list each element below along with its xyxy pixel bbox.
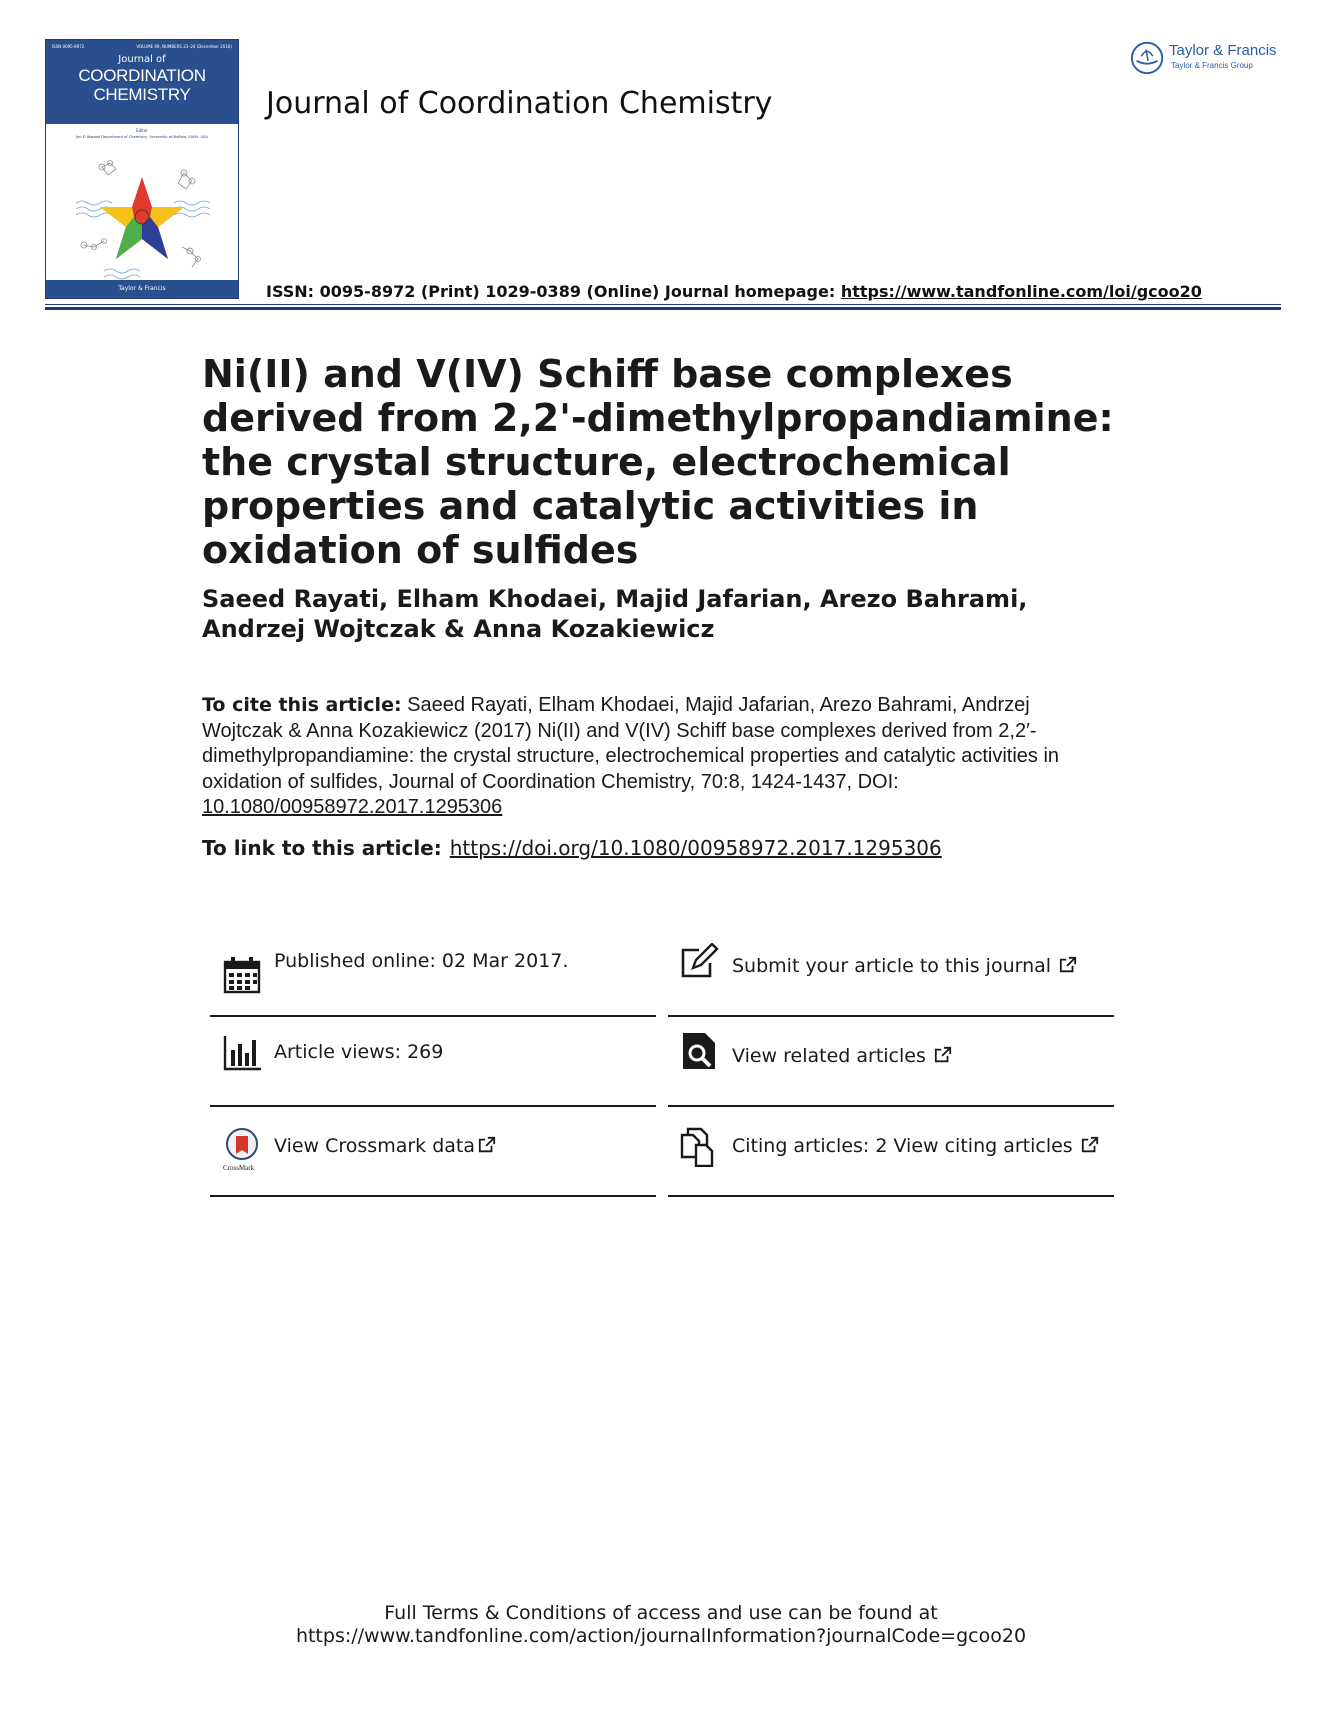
calendar-icon	[222, 955, 262, 995]
crossmark-label: View Crossmark data	[274, 1135, 476, 1157]
cover-star-illustration	[74, 155, 212, 285]
crossmark-cell[interactable]	[210, 1107, 656, 1197]
article-views-cell	[210, 1017, 656, 1107]
cover-top-line	[52, 44, 232, 49]
published-online-cell	[210, 927, 656, 1017]
journal-cover-image[interactable]	[45, 39, 239, 299]
cover-editor	[46, 128, 238, 140]
submit-article-link[interactable]	[732, 955, 1077, 977]
related-articles-link[interactable]	[732, 1045, 952, 1067]
cover-title	[46, 66, 238, 104]
submit-article-cell[interactable]	[668, 927, 1114, 1017]
citing-articles-cell[interactable]	[668, 1107, 1114, 1197]
crossmark-link[interactable]	[274, 1135, 496, 1157]
cell-divider	[668, 1195, 1114, 1197]
citing-articles-label: Citing articles: 2 View citing articles	[732, 1135, 1073, 1157]
citation-text: Saeed Rayati, Elham Khodaei, Majid Jafarian, Arezo Bahrami, Andrzej Wojtczak & Anna Kozakiewicz (2017) Ni(II) and V(IV) Schiff base complexes derived from 2,2′-dimethylpropandiamine: the crystal structure, electrochemical properties and catalytic activities in oxidation of sulfides, Journal of Coordination Chemistry, 70:8, 1424-1437, DOI:	[202, 694, 1060, 793]
issn-text: ISSN: 0095-8972 (Print) 1029-0389 (Online) Journal homepage:	[266, 282, 841, 301]
crossmark-icon	[222, 1127, 262, 1167]
article-title: Ni(II) and V(IV) Schiff base complexes derived from 2,2'-dimethylpropandiamine: the crystal structure, electrochemical properties and catalytic activities in oxidation of sulfides	[202, 352, 1114, 572]
header-divider	[45, 307, 1281, 310]
external-link-icon	[934, 1046, 952, 1064]
cell-divider	[210, 1195, 656, 1197]
edit-icon	[680, 943, 720, 983]
citation-block	[202, 693, 1082, 821]
external-link-icon	[1081, 1136, 1099, 1154]
footer-terms-link[interactable]: https://www.tandfonline.com/action/journalInformation?journalCode=gcoo20	[295, 1625, 1027, 1647]
cover-issn: ISSN 0095-8972	[52, 44, 85, 49]
publisher-group: Taylor & Francis Group	[1171, 61, 1253, 70]
header-divider-thin	[45, 304, 1281, 305]
citation-label: To cite this article:	[202, 694, 402, 716]
published-online-text: Published online: 02 Mar 2017.	[274, 950, 569, 972]
cover-editor-label: Editor	[136, 128, 148, 133]
issn-line	[266, 282, 1202, 301]
external-link-icon	[1059, 956, 1077, 974]
article-link-row	[202, 836, 942, 860]
cover-editor-name: Jim D Atwood Department of Chemistry, University at Buffalo, SUNY, USA	[76, 135, 208, 139]
search-document-icon	[680, 1031, 720, 1071]
cover-publisher: Taylor & Francis	[46, 280, 238, 298]
publisher-name: Taylor & Francis	[1169, 42, 1277, 59]
article-doi-link[interactable]: https://doi.org/10.1080/00958972.2017.1295306	[449, 836, 942, 860]
citation-doi-link[interactable]: 10.1080/00958972.2017.1295306	[202, 796, 503, 818]
article-views-text: Article views: 269	[274, 1041, 444, 1063]
bar-chart-icon	[222, 1033, 262, 1073]
taylor-francis-logo[interactable]	[1130, 40, 1166, 76]
cover-title-line1: COORDINATION	[78, 66, 206, 85]
citing-articles-link[interactable]	[732, 1135, 1099, 1157]
related-articles-cell[interactable]	[668, 1017, 1114, 1107]
journal-homepage-link[interactable]: https://www.tandfonline.com/loi/gcoo20	[840, 282, 1202, 301]
article-link-label: To link to this article:	[202, 836, 442, 860]
journal-title: Journal of Coordination Chemistry	[266, 86, 773, 121]
article-authors: Saeed Rayati, Elham Khodaei, Majid Jafarian, Arezo Bahrami, Andrzej Wojtczak & Anna Kozakiewicz	[202, 585, 1028, 643]
external-link-icon	[478, 1136, 496, 1154]
submit-article-label: Submit your article to this journal	[732, 955, 1052, 977]
copy-documents-icon	[680, 1127, 720, 1167]
crossmark-logo-text: CrossMark	[223, 1164, 255, 1172]
cover-title-line2: CHEMISTRY	[93, 85, 191, 104]
related-articles-label: View related articles	[732, 1045, 926, 1067]
cover-journal-of: Journal of	[118, 54, 166, 65]
footer-terms-text: Full Terms & Conditions of access and use can be found at	[384, 1602, 938, 1624]
cover-volume: VOLUME 69, NUMBERS 23–24 (December 2016)	[136, 44, 232, 49]
